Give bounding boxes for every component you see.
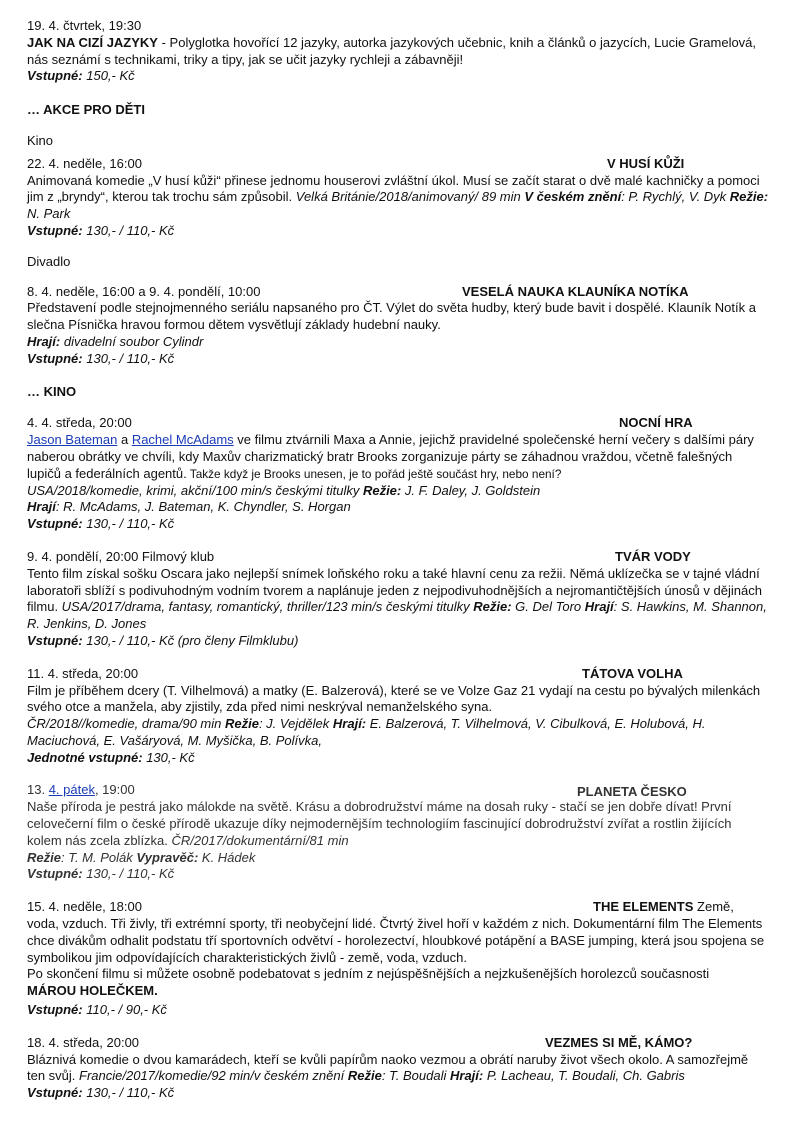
cast-label: Hrají:: [27, 333, 61, 349]
event-header: [27, 899, 769, 916]
director-label: Režie: [224, 716, 259, 732]
event-title-tail: Země,: [693, 899, 734, 915]
event-title-text: THE ELEMENTS: [593, 899, 694, 915]
event-guest: MÁROU HOLEČKEM.: [27, 983, 158, 999]
event-header: [27, 666, 769, 683]
event-desc-text: - Polyglotka hovořící 12 jazyky, autorka jazykových učebnic, knih a článků o jazycích, Lucie Gramelová, nás seznámí s technikami, triky a tipy, jak se učit jazyky rychleji a zábavněji!: [27, 34, 757, 67]
entry-label: Vstupné:: [27, 222, 83, 238]
event-notik: [27, 284, 769, 368]
event-description: [27, 432, 769, 482]
entry-value: 130,- / 110,- Kč: [82, 222, 175, 238]
event-description: voda, vzduch. Tři živly, tři extrémní sporty, tři neobyčejní lidé. Čtvrtý živel hoří v každém z nich. Dokumentární film The Elements chce divákům odhalit podstatu tří sportovních odvětví - horolezectví, hloubkové potápění a BASE jumping, která jsou spojena se symbolikou jim odpovídajících charakteristických živlů - země, voda, vzduch.: [27, 916, 765, 965]
cast-label: Hrají: [584, 599, 614, 615]
date-day: 13.: [27, 782, 49, 798]
entry-value: 130,- Kč: [142, 749, 195, 765]
narrator-label: Vypravěč:: [136, 849, 199, 865]
entry-label: Vstupné:: [27, 1002, 83, 1018]
event-title: VEZMES SI MĚ, KÁMO?: [545, 1034, 693, 1050]
event-planeta: [27, 782, 769, 883]
entry-value: 130,- / 110,- Kč (pro členy Filmklubu): [82, 632, 299, 648]
cast-label: Hrají: [27, 499, 56, 515]
entry-value: 130,- / 110,- Kč: [82, 1085, 175, 1101]
event-entry: [27, 516, 769, 533]
actor-link-bateman[interactable]: Jason Bateman: [27, 432, 118, 448]
event-desc-text: Animovaná komedie „V husí kůži“ přinese jednomu houserovi zvláštní úkol. Musí se začít starat o dvě malé kachničky a pomoci jim z „bryndy“, kterou tak trochu sám způsobil.: [27, 172, 760, 205]
event-entry: [27, 866, 769, 883]
director-value: G. Del Toro: [511, 599, 585, 615]
event-date: 11. 4. středa, 20:00: [27, 665, 139, 681]
event-description: [27, 173, 769, 223]
event-description: [27, 35, 769, 69]
actor-link-mcadams[interactable]: Rachel McAdams: [131, 432, 234, 448]
entry-label: Vstupné:: [27, 516, 83, 532]
event-entry: [27, 351, 769, 368]
entry-label: Vstupné:: [27, 68, 83, 84]
lang-value: : P. Rychlý, V. Dyk: [621, 189, 730, 205]
film-info: USA/2017/drama, fantasy, romantický, thriller/123 min/s českými titulky: [61, 599, 474, 615]
event-entry: [27, 68, 769, 85]
event-husi: [27, 156, 769, 240]
film-info: USA/2018/komedie, krimi, akční/100 min/s českými titulky: [27, 482, 363, 498]
section-heading-kino: … KINO: [27, 383, 77, 399]
event-film-info: [27, 483, 769, 500]
event-title: VESELÁ NAUKA KLAUNÍKA NOTÍKA: [462, 283, 689, 299]
director-value: N. Park: [27, 206, 71, 222]
director-label: Režie: [27, 849, 61, 865]
event-cast: [27, 334, 769, 351]
cast-value: P. Lacheau, T. Boudali, Ch. Gabris: [483, 1068, 685, 1084]
event-title: NOCNÍ HRA: [619, 415, 693, 431]
event-title: [593, 899, 734, 916]
event-header: [27, 415, 769, 432]
event-header: [27, 782, 769, 799]
event-header: [27, 284, 769, 301]
event-header: [27, 549, 769, 566]
entry-label: Vstupné:: [27, 632, 83, 648]
film-info: ČR/2017/dokumentární/81 min: [171, 832, 349, 848]
cast-value: : R. McAdams, J. Bateman, K. Chyndler, S. Horgan: [55, 499, 351, 515]
entry-label: Vstupné:: [27, 866, 83, 882]
event-date: 15. 4. neděle, 18:00: [27, 899, 142, 915]
event-nocni: [27, 415, 769, 533]
event-vezmes: [27, 1035, 769, 1102]
director-label: Režie:: [362, 482, 402, 498]
director-value: : T. M. Polák: [60, 849, 137, 865]
event-entry: [27, 223, 769, 240]
event-date: 19. 4. čtvrtek, 19:30: [27, 18, 142, 33]
cast-value: : S. Hawkins, M. Shannon, R. Jenkins, D. Jones: [27, 599, 767, 632]
event-date: 18. 4. středa, 20:00: [27, 1034, 140, 1050]
entry-value: 110,- / 90,- Kč: [82, 1002, 167, 1018]
event-desc-text: Naše příroda je pestrá jako málokde na světě. Krásu a dobrodružství máme na dosah ruky - stačí se jen dobře dívat! První celovečerní film o české přírodě ukazuje díky nejmodernějším technologiím fascinující dobrodružství zvířat a rostlin žijících kolem nás zcela zblízka.: [27, 799, 732, 848]
conjunction-text: a: [117, 432, 132, 448]
entry-label: Vstupné:: [27, 1085, 83, 1101]
cast-value: E. Balzerová, T. Vilhelmová, V. Cibulková, E. Holubová, H. Maciuchová, E. Vašáryová, M. Myšička, B. Polívka,: [27, 716, 706, 748]
event-date: 4. 4. středa, 20:00: [27, 415, 132, 431]
date-time: , 19:00: [94, 782, 135, 798]
director-label: Režie: [347, 1068, 382, 1084]
event-description: [27, 1052, 769, 1086]
director-label: Režie:: [473, 599, 512, 615]
director-label: Režie:: [729, 189, 769, 205]
film-info: Francie/2017/komedie/92 min/v českém znění: [79, 1068, 348, 1084]
director-value: : T. Boudali: [381, 1068, 450, 1084]
event-date: 22. 4. neděle, 16:00: [27, 155, 142, 171]
event-credits: [27, 850, 769, 867]
event-description: Představení podle stejnojmenného seriálu napsaného pro ČT. Výlet do světa hudby, který bude bavit i dospělé. Klauník Notík a slečna Písnička hravou formou dětem vysvětlují základy hudební nauky.: [27, 300, 756, 333]
event-desc-text: Tento film získal sošku Oscara jako nejlepší snímek loňského roku a také hlavní cenu za režii. Němá uklízečka se v tajné vládní laboratoři sblíží s podivuhodným vodním tvorem a naplánuje jeden z nejpodivuhodnějších a nejromantičtějších únosů v dějinách filmu.: [27, 565, 762, 615]
event-tvar: [27, 549, 769, 650]
event-entry: [27, 1002, 769, 1019]
event-entry: [27, 750, 769, 767]
event-date: 8. 4. neděle, 16:00 a 9. 4. pondělí, 10:00: [27, 283, 261, 299]
entry-value: 130,- / 110,- Kč: [82, 866, 175, 882]
cast-label: Hrají:: [450, 1068, 484, 1084]
date-link[interactable]: 4. pátek: [48, 782, 95, 798]
event-entry: [27, 633, 769, 650]
lang-label: V českém znění: [524, 189, 622, 205]
event-title: TVÁR VODY: [615, 548, 691, 564]
event-title: TÁTOVA VOLHA: [582, 665, 683, 681]
event-description-2: Po skončení filmu si můžete osobně podebatovat s jedním z nejúspěšnějších a nejzkušenějších horolezců současnosti: [27, 966, 710, 982]
event-entry: [27, 1085, 769, 1102]
program-page: [27, 18, 769, 1102]
entry-value: 150,- Kč: [82, 68, 135, 84]
entry-label: Jednotné vstupné:: [27, 749, 143, 765]
event-date: [27, 782, 135, 797]
event-header: [27, 156, 769, 173]
event-desc-small: Takže když je Brooks unesen, je to pořád ještě součást hry, nebo není?: [186, 466, 562, 481]
director-value: : J. Vejdělek: [258, 716, 333, 732]
film-info: Velká Británie/2018/animovaný/ 89 min: [295, 189, 525, 205]
event-description: Film je příběhem dcery (T. Vilhelmová) a matky (E. Balzerová), které se ve Volze Gaz 21 vydají na cestu po bývalých milenkách svého otce a manžela, aby zjistily, zda před nimi neskrýval nemanželského syna.: [27, 682, 761, 715]
event-film-info: [27, 716, 769, 750]
event-lang: [27, 18, 769, 85]
event-title: JAK NA CIZÍ JAZYKY: [27, 34, 158, 50]
event-header: [27, 1035, 769, 1052]
event-title: V HUSÍ KŮŽI: [607, 155, 685, 171]
event-title: PLANETA ČESKO: [577, 784, 687, 800]
event-date: 9. 4. pondělí, 20:00 Filmový klub: [27, 548, 215, 564]
event-elements: [27, 899, 769, 1019]
entry-label: Vstupné:: [27, 350, 83, 366]
entry-value: 130,- / 110,- Kč: [82, 350, 175, 366]
event-description: [27, 799, 769, 849]
cast-value: divadelní soubor Cylindr: [60, 333, 204, 349]
section-heading-kids: … AKCE PRO DĚTI: [27, 102, 145, 118]
director-value: J. F. Daley, J. Goldstein: [401, 482, 541, 498]
entry-value: 130,- / 110,- Kč: [82, 516, 175, 532]
event-cast: [27, 499, 769, 516]
event-desc-text: ve filmu ztvárnili Maxa a Annie, jejichž pravidelné společenské herní večery s dalšími páry naberou obrátky ve chvíli, kdy Maxův charizmatický bratr Brooks zorganizuje párty se záhadnou vraždou, včetně falešných lupičů a federálních agentů.: [27, 432, 754, 481]
subsection-kino: Kino: [27, 132, 54, 148]
event-volha: [27, 666, 769, 767]
event-desc-text: Bláznivá komedie o dvou kamarádech, kteří se kvůli papírům naoko vezmou a obrátí naruby život všech okolo. A samozřejmě ten svůj.: [27, 1051, 749, 1084]
narrator-value: K. Hádek: [198, 849, 256, 865]
subsection-divadlo: Divadlo: [27, 253, 71, 269]
cast-label: Hrají:: [332, 716, 367, 732]
event-description: [27, 566, 769, 633]
film-info: ČR/2018//komedie, drama/90 min: [27, 716, 225, 732]
